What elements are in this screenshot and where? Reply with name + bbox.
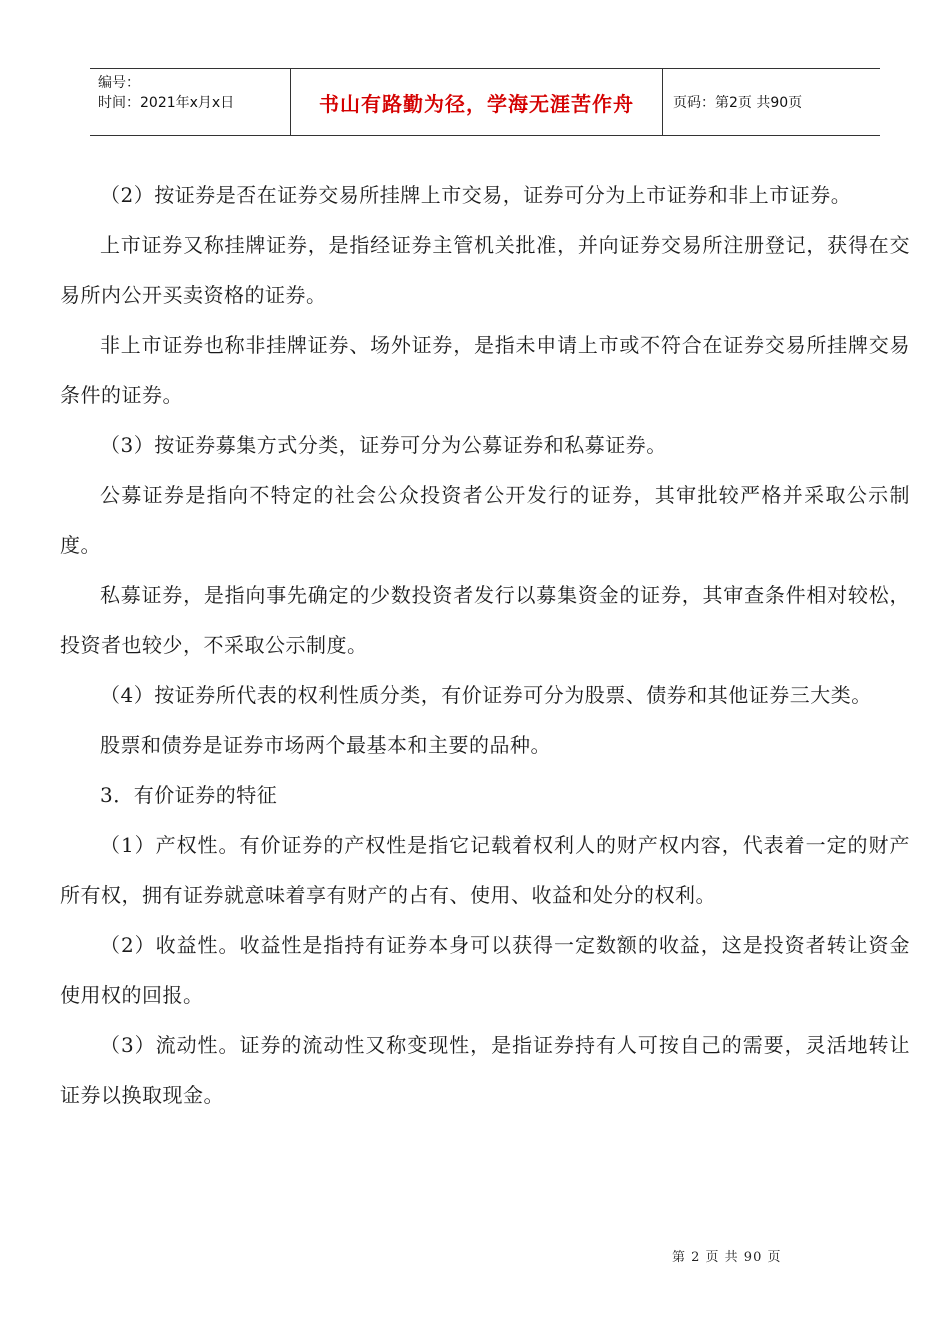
section-heading: 3．有价证券的特征: [100, 783, 278, 807]
paragraph: （2）收益性。收益性是指持有证券本身可以获得一定数额的收益，这是投资者转让资金使用权的回报。: [60, 933, 910, 1007]
paragraph: （4）按证券所代表的权利性质分类，有价证券可分为股票、债券和其他证券三大类。: [100, 683, 872, 707]
paragraph: （3）按证券募集方式分类，证券可分为公募证券和私募证券。: [100, 433, 667, 457]
paragraph: 公募证券是指向不特定的社会公众投资者公开发行的证券，其审批较严格并采取公示制度。: [60, 483, 910, 557]
document-number-label: 编号：: [98, 75, 140, 91]
header-motto: 书山有路勤为径，学海无涯苦作舟: [319, 91, 634, 116]
page-footer: [672, 1246, 781, 1265]
footer-page-number: 第 2 页 共 90 页: [672, 1250, 782, 1265]
page-header: [90, 68, 880, 136]
document-body: [60, 170, 910, 1120]
paragraph: 私募证券，是指向事先确定的少数投资者发行以募集资金的证券，其审查条件相对较松，投资者也较少，不采取公示制度。: [60, 583, 910, 657]
paragraph: 股票和债券是证券市场两个最基本和主要的品种。: [100, 733, 551, 757]
document-time: 时间：2021年x月x日: [98, 95, 235, 111]
paragraph: （3）流动性。证券的流动性又称变现性，是指证券持有人可按自己的需要，灵活地转让证券以换取现金。: [60, 1033, 910, 1107]
paragraph: 非上市证券也称非挂牌证券、场外证券，是指未申请上市或不符合在证券交易所挂牌交易条件的证券。: [60, 333, 910, 407]
paragraph: （2）按证券是否在证券交易所挂牌上市交易，证券可分为上市证券和非上市证券。: [100, 183, 852, 207]
page-info-text: 页码：第2页 共90页: [673, 95, 803, 111]
paragraph: （1）产权性。有价证券的产权性是指它记载着权利人的财产权内容，代表着一定的财产所有权，拥有证券就意味着享有财产的占有、使用、收益和处分的权利。: [60, 833, 910, 907]
header-page-info: [673, 69, 802, 135]
header-motto-cell: [290, 69, 663, 135]
paragraph: 上市证券又称挂牌证券，是指经证券主管机关批准，并向证券交易所注册登记，获得在交易所内公开买卖资格的证券。: [60, 233, 910, 307]
header-meta: [98, 73, 234, 113]
